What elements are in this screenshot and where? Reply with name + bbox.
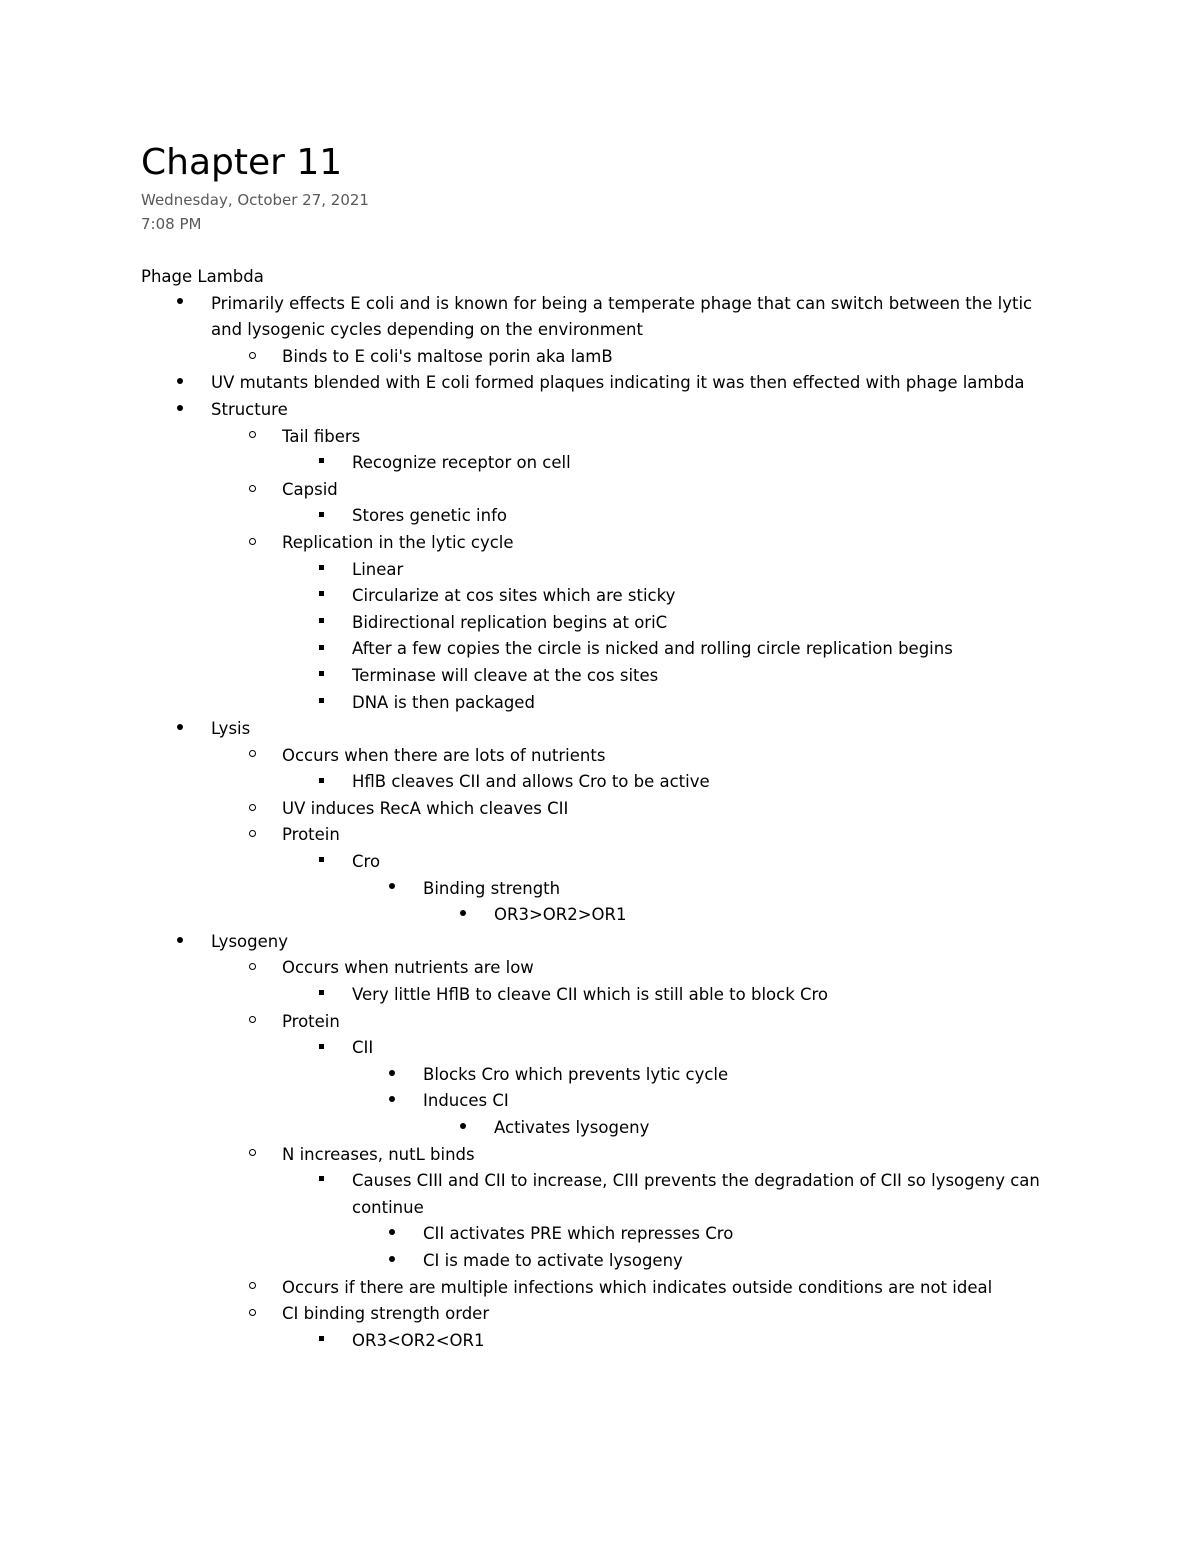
outline-item-text: Stores genetic info <box>352 506 508 526</box>
outline-item <box>141 690 1061 717</box>
outline-item <box>141 1088 1061 1115</box>
outline-item <box>141 530 1061 557</box>
outline-item <box>141 1009 1061 1036</box>
outline-item <box>141 1168 1061 1221</box>
bullet-circle-icon <box>245 822 259 849</box>
outline-item <box>141 636 1061 663</box>
outline-item <box>141 370 1061 397</box>
bullet-dot-icon <box>385 1062 399 1089</box>
bullet-circle-icon <box>245 1142 259 1169</box>
bullet-dot-icon <box>456 902 470 929</box>
bullet-dot-icon <box>385 1088 399 1115</box>
outline-item <box>141 344 1061 371</box>
outline-item <box>141 1062 1061 1089</box>
bullet-circle-icon <box>245 424 259 451</box>
bullet-square-icon <box>314 769 328 796</box>
outline-item <box>141 1275 1061 1302</box>
bullet-square-icon <box>314 1168 328 1195</box>
bullet-square-icon <box>314 690 328 717</box>
outline-item <box>141 1115 1061 1142</box>
bullet-dot-icon <box>385 1248 399 1275</box>
outline-item-text: Occurs when nutrients are low <box>282 958 534 978</box>
outline-item-text: Binding strength <box>423 878 561 898</box>
outline-item-text: Protein <box>282 1011 340 1031</box>
outline-item-text: Lysogeny <box>211 931 288 951</box>
bullet-square-icon <box>314 1035 328 1062</box>
bullet-circle-icon <box>245 1009 259 1036</box>
outline-item-text: Cro <box>352 852 381 872</box>
bullet-square-icon <box>314 982 328 1009</box>
bullet-dot-icon <box>173 929 187 956</box>
bullet-square-icon <box>314 583 328 610</box>
outline-item <box>141 1248 1061 1275</box>
bullet-dot-icon <box>385 876 399 903</box>
outline-item-text: Lysis <box>211 719 251 739</box>
outline-item <box>141 477 1061 504</box>
note-time: 7:08 PM <box>141 215 202 233</box>
outline-item <box>141 982 1061 1009</box>
outline-item-text: Replication in the lytic cycle <box>282 532 514 552</box>
outline-item-text: OR3<OR2<OR1 <box>352 1330 485 1350</box>
outline-item-text: DNA is then packaged <box>352 692 535 712</box>
bullet-circle-icon <box>245 1301 259 1328</box>
outline-item-text: Capsid <box>282 479 338 499</box>
bullet-square-icon <box>314 450 328 477</box>
outline-item <box>141 769 1061 796</box>
outline-item <box>141 902 1061 929</box>
outline-item <box>141 610 1061 637</box>
outline-item-text: CI binding strength order <box>282 1304 490 1324</box>
outline-item <box>141 849 1061 876</box>
note-outline <box>141 264 1061 1354</box>
outline-item <box>141 1221 1061 1248</box>
bullet-dot-icon <box>173 370 187 397</box>
bullet-square-icon <box>314 610 328 637</box>
outline-item <box>141 557 1061 584</box>
bullet-dot-icon <box>173 716 187 743</box>
outline-item <box>141 929 1061 956</box>
bullet-circle-icon <box>245 955 259 982</box>
outline-item-text: Very little HflB to cleave CII which is still able to block Cro <box>352 985 829 1005</box>
outline-item-text: Structure <box>211 399 288 419</box>
outline-item <box>141 1328 1061 1355</box>
outline-item-text: Blocks Cro which prevents lytic cycle <box>423 1064 729 1084</box>
outline-item-text: HflB cleaves CII and allows Cro to be active <box>352 772 710 792</box>
outline-item <box>141 397 1061 424</box>
outline-item-text: Causes CIII and CII to increase, CIII prevents the degradation of CII so lysogeny can continue <box>352 1171 1040 1217</box>
outline-item-text: OR3>OR2>OR1 <box>494 905 627 925</box>
outline-item-text: Phage Lambda <box>141 267 264 286</box>
outline-item-text: Binds to E coli's maltose porin aka lamB <box>282 346 613 366</box>
outline-item <box>141 503 1061 530</box>
outline-item <box>141 583 1061 610</box>
bullet-square-icon <box>314 663 328 690</box>
outline-item <box>141 716 1061 743</box>
outline-item-text: Tail fibers <box>282 426 361 446</box>
bullet-circle-icon <box>245 344 259 371</box>
outline-item-text: CI is made to activate lysogeny <box>423 1250 683 1270</box>
bullet-square-icon <box>314 557 328 584</box>
outline-item-text: Occurs if there are multiple infections which indicates outside conditions are not ideal <box>282 1277 993 1297</box>
bullet-circle-icon <box>245 796 259 823</box>
outline-item-text: Primarily effects E coli and is known for being a temperate phage that can switch between the lytic and lysogenic cycles depending on the environment <box>211 293 1033 340</box>
outline-item-text: N increases, nutL binds <box>282 1144 475 1164</box>
bullet-dot-icon <box>456 1115 470 1142</box>
outline-item-text: Linear <box>352 559 404 579</box>
outline-item-text: Terminase will cleave at the cos sites <box>352 665 659 685</box>
outline-item <box>141 1035 1061 1062</box>
outline-item-text: Bidirectional replication begins at oriC <box>352 612 668 632</box>
outline-item <box>141 822 1061 849</box>
outline-item-text: Occurs when there are lots of nutrients <box>282 745 606 765</box>
outline-item-text: UV mutants blended with E coli formed plaques indicating it was then effected with phage lambda <box>211 373 1025 393</box>
bullet-circle-icon <box>245 1275 259 1302</box>
bullet-dot-icon <box>173 397 187 424</box>
outline-item <box>141 663 1061 690</box>
bullet-dot-icon <box>385 1221 399 1248</box>
outline-item <box>141 291 1061 344</box>
bullet-circle-icon <box>245 477 259 504</box>
section-heading <box>141 264 1061 291</box>
bullet-circle-icon <box>245 743 259 770</box>
outline-item <box>141 796 1061 823</box>
outline-item-text: Protein <box>282 825 340 845</box>
outline-item <box>141 876 1061 903</box>
outline-item-text: Induces CI <box>423 1091 509 1111</box>
outline-item <box>141 1142 1061 1169</box>
bullet-square-icon <box>314 503 328 530</box>
bullet-square-icon <box>314 1328 328 1355</box>
outline-item <box>141 1301 1061 1328</box>
bullet-circle-icon <box>245 530 259 557</box>
outline-item-text: CII activates PRE which represses Cro <box>423 1224 734 1244</box>
bullet-square-icon <box>314 636 328 663</box>
bullet-square-icon <box>314 849 328 876</box>
outline-item-text: UV induces RecA which cleaves CII <box>282 798 569 818</box>
outline-item <box>141 450 1061 477</box>
outline-item <box>141 743 1061 770</box>
outline-item-text: Recognize receptor on cell <box>352 453 571 473</box>
outline-item-text: CII <box>352 1038 374 1058</box>
outline-item-text: Activates lysogeny <box>494 1118 650 1137</box>
outline-item <box>141 424 1061 451</box>
outline-item-text: After a few copies the circle is nicked and rolling circle replication begins <box>352 639 953 659</box>
page-title: Chapter 11 <box>141 142 343 183</box>
bullet-dot-icon <box>173 291 187 318</box>
outline-item <box>141 955 1061 982</box>
note-date: Wednesday, October 27, 2021 <box>141 191 369 209</box>
outline-item-text: Circularize at cos sites which are sticky <box>352 586 676 606</box>
